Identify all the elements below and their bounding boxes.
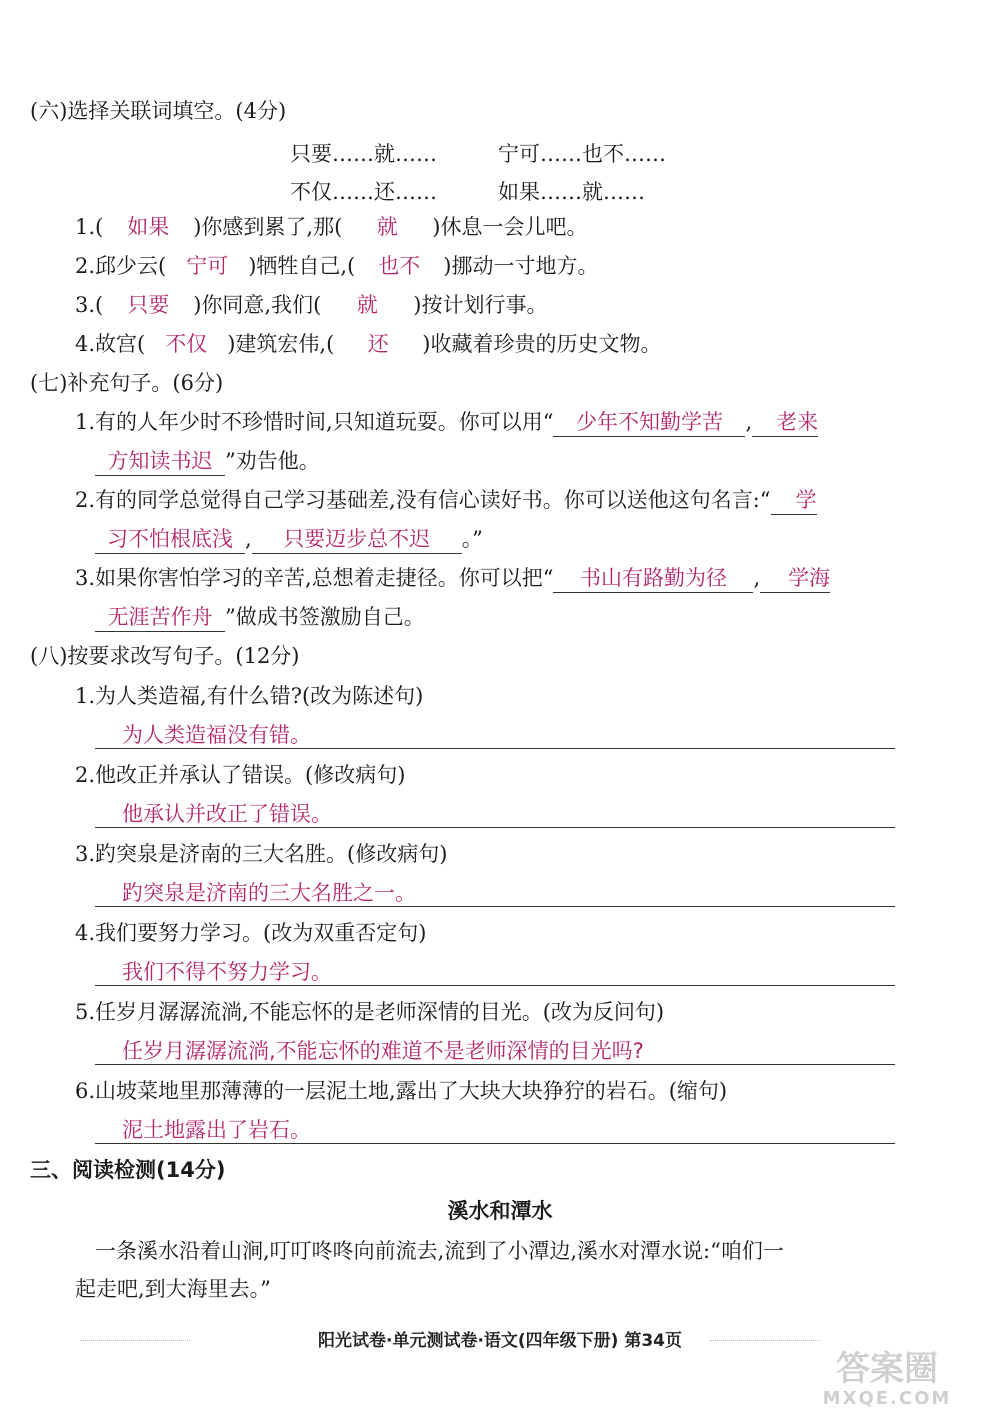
s7-question-1-cont [95,448,320,476]
q-text: 。” [461,527,483,551]
s7-question-2 [75,487,817,515]
choice-1: 只要……就…… [290,142,437,166]
q-text: )挪动一寸地方。 [443,254,599,278]
answer: 方知读书迟 [95,448,225,476]
reading-paragraph-line-1: 一条溪水沿着山涧,叮叮咚咚向前流去,流到了小潭边,溪水对潭水说:“咱们一 [95,1239,784,1263]
watermark-logo [792,1350,982,1416]
watermark-text: 答案圈 [836,1349,938,1389]
choice-3: 不仅……还…… [290,180,437,204]
q-text: 1.有的人年少时不珍惜时间,只知道玩耍。你可以用“ [75,410,554,434]
s8-question-1: 1.为人类造福,有什么错?(改为陈述句) [75,684,424,708]
answer-line [95,827,895,828]
q-text: )建筑宏伟,( [227,332,335,356]
q-text: ”劝告他。 [225,449,320,473]
reading-title: 溪水和潭水 [447,1199,553,1223]
answer: 习不怕根底浅 [95,526,245,554]
q-text: )你感到累了,那( [193,215,343,239]
answer: 学 [771,487,817,515]
s8-question-6: 6.山坡菜地里那薄薄的一层泥土地,露出了大块大块狰狞的岩石。(缩句) [75,1079,728,1103]
s8-answer-4: 我们不得不努力学习。 [122,960,332,984]
q-text: ”做成书签激励自己。 [225,605,425,629]
q-text: )按计划行事。 [413,293,548,317]
answer: 还 [367,332,389,356]
answer-line [95,906,895,907]
reading-paragraph-line-2: 起走吧,到大海里去。” [75,1277,271,1301]
answer: 就 [356,293,378,317]
q-text: , [245,527,252,551]
q-text: 1.( [75,215,104,239]
section-7-heading: (七)补充句子。(6分) [30,371,224,395]
s8-question-5: 5.任岁月潺潺流淌,不能忘怀的是老师深情的目光。(改为反问句) [75,1000,665,1024]
s7-question-3-cont [95,604,425,632]
answer: 就 [376,215,398,239]
q-text: )牺牲自己,( [248,254,356,278]
s7-question-3 [75,565,830,593]
watermark-domain: MXQE.COM [822,1388,952,1409]
q-text: 3.( [75,293,104,317]
answer-line [95,1143,895,1144]
s8-answer-5: 任岁月潺潺流淌,不能忘怀的难道不是老师深情的目光吗? [122,1039,644,1063]
q-text: )收藏着珍贵的历史文物。 [422,332,662,356]
q-text: , [745,410,753,434]
answer: 只要迈步总不迟 [252,526,462,554]
s6-question-2 [75,253,599,279]
answer-line [95,985,895,986]
q-text: 2.邱少云( [75,254,167,278]
s7-question-1 [75,409,818,437]
q-text: , [753,566,761,590]
choice-4: 如果……就…… [498,180,645,204]
answer: 只要 [127,293,170,317]
choice-2: 宁可……也不…… [498,142,666,166]
answer: 少年不知勤学苦 [553,409,745,437]
answer: 学海 [760,565,830,593]
answer-line [95,748,895,749]
answer: 宁可 [186,254,229,278]
s8-answer-2: 他承认并改正了错误。 [122,802,332,826]
q-text: )你同意,我们( [193,293,322,317]
answer-line [95,1064,895,1065]
section-8-heading: (八)按要求改写句子。(12分) [30,644,300,668]
q-text: 4.故宫( [75,332,146,356]
section-6-heading: (六)选择关联词填空。(4分) [30,99,287,123]
q-text: )休息一会儿吧。 [432,215,588,239]
answer: 老来 [752,409,818,437]
q-text: 3.如果你害怕学习的辛苦,总想着走捷径。你可以把“ [75,566,554,590]
s8-answer-1: 为人类造福没有错。 [122,723,311,747]
s7-question-2-cont [95,526,483,554]
reading-heading: 三、阅读检测(14分) [30,1158,226,1182]
answer: 如果 [127,215,170,239]
s8-question-2: 2.他改正并承认了错误。(修改病句) [75,763,406,787]
q-text: 2.有的同学总觉得自己学习基础差,没有信心读好书。你可以送他这句名言:“ [75,488,771,512]
s6-question-3 [75,292,548,318]
s6-question-4 [75,331,662,357]
answer: 不仅 [165,332,208,356]
s6-question-1 [75,214,588,240]
s8-answer-3: 趵突泉是济南的三大名胜之一。 [122,881,416,905]
s8-answer-6: 泥土地露出了岩石。 [122,1118,311,1142]
s8-question-4: 4.我们要努力学习。(改为双重否定句) [75,921,427,945]
s8-question-3: 3.趵突泉是济南的三大名胜。(修改病句) [75,842,448,866]
answer: 也不 [378,254,421,278]
answer: 无涯苦作舟 [95,604,225,632]
page-footer: 阳光试卷·单元测试卷·语文(四年级下册) 第34页 [317,1331,683,1351]
answer: 书山有路勤为径 [553,565,753,593]
